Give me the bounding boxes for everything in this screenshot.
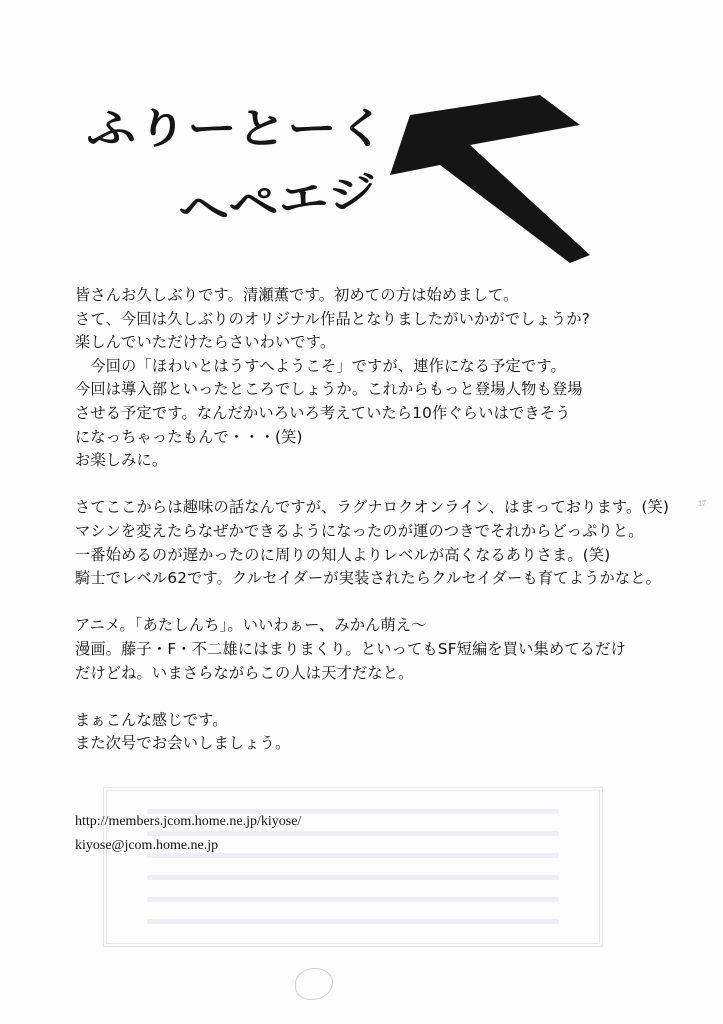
- title-part2: へペエジ: [176, 172, 341, 235]
- title-part1: ふりーとーく: [85, 104, 341, 153]
- pencil-smudge: [295, 968, 333, 1000]
- text-line: マシンを変えたらなぜかできるようになったのが運のつきでそれからどっぷりと。: [75, 521, 644, 540]
- paragraph-gap: [75, 591, 675, 615]
- text-line: 皆さんお久しぶりです。清瀬薫です。初めての方は始めまして。: [75, 286, 519, 304]
- text-line: させる予定です。なんだかいろいろ考えていたら10作ぐらいはできそう: [75, 403, 571, 422]
- text-line: 楽しんでいただけたらさいわいです。: [75, 333, 336, 352]
- title-graphic: [70, 85, 600, 275]
- text-line: まぁこんな感じです。: [75, 710, 228, 729]
- text-line: だけどね。いまさらながらこの人は天才だなと。: [75, 663, 414, 682]
- paragraph-closing: [75, 709, 675, 756]
- body-text: [75, 284, 675, 756]
- website-url[interactable]: http://members.jcom.home.ne.jp/kiyose/: [75, 814, 302, 829]
- text-line: になっちゃったもんで・・・(笑): [75, 427, 303, 446]
- contact-links: [75, 810, 301, 858]
- large-he-glyph: [390, 95, 590, 263]
- text-line: アニメ。「あたしんち」。いいわぁー、みかん萌え〜: [75, 616, 427, 635]
- text-line: 騎士でレベル62です。クルセイダーが実装されたらクルセイダーも育てようかなと。: [75, 569, 662, 588]
- paragraph-greeting: [75, 284, 675, 473]
- text-line: お楽しみに。: [75, 451, 168, 470]
- text-line: 一番始めるのが遅かったのに周りの知人よりレベルが高くなるありさま。(笑): [75, 545, 611, 564]
- text-line: さて、今回は久しぶりのオリジナル作品となりましたがいかがでしょうか?: [75, 309, 590, 328]
- paragraph-hobby: [75, 496, 675, 590]
- faint-line: [147, 875, 559, 880]
- paragraph-gap: [75, 473, 675, 497]
- email-address[interactable]: kiyose@jcom.home.ne.jp: [75, 838, 219, 853]
- text-line: 今回の「ほわいとはうすへようこそ」ですが、連作になる予定です。: [75, 356, 566, 375]
- text-line: 今回は導入部といったところでしょうか。これからもっと登場人物も登場: [75, 380, 583, 399]
- faint-line: [147, 897, 559, 902]
- page-number: 17: [698, 499, 706, 508]
- faint-line: [147, 919, 559, 924]
- text-line: また次号でお会いしましょう。: [75, 734, 291, 753]
- paragraph-anime-manga: [75, 614, 675, 685]
- text-line: 漫画。藤子・F・不二雄にはまりまくり。といってもSF短編を買い集めてるだけ: [75, 639, 626, 658]
- paragraph-gap: [75, 685, 675, 709]
- text-line: さてここからは趣味の話なんですが、ラグナロクオンライン、はまっております。(笑): [75, 498, 670, 517]
